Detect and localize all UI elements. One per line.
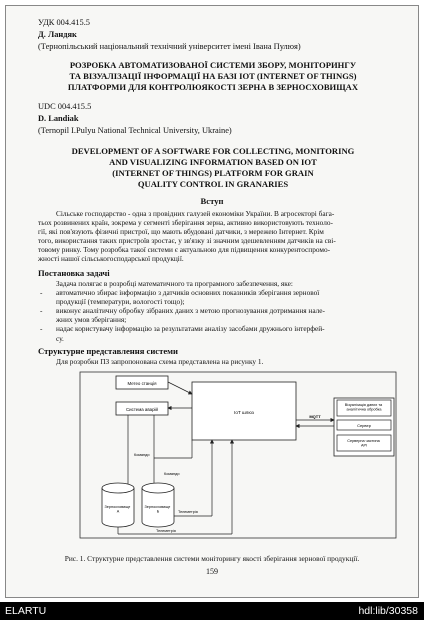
system-structure-diagram — [6, 368, 418, 548]
intro-line: Сільське господарство - одна з провідних галузей економіки України. В агросекторі багa- — [56, 209, 335, 218]
affiliation-en: (Ternopil I.Pulyu National Technical University, Ukraine) — [38, 126, 232, 135]
handle-link[interactable]: hdl:lib/30358 — [358, 605, 418, 617]
intro-line: товому ринку. Тому розробка такої системи є актуальною для підвищення конкурентоспромо- — [38, 245, 331, 255]
weather-station-label: Метео станція — [127, 381, 157, 386]
intro-line: гії, які пов'язують фізичні пристрої, що мають вбудовані датчики, з мережею Інтернет. Крім — [38, 227, 324, 237]
bullet-mark: - — [40, 306, 43, 316]
intro-line: тьох розвинених країн, зокрема у сегменті зберігання зерна, активно використовують техноло- — [38, 218, 333, 228]
title-ua-line-1: РОЗРОБКА АВТОМАТИЗОВАНОЇ СИСТЕМИ ЗБОРУ, МОНІТОРИНГУ — [69, 60, 357, 70]
telemetry-label-1: Телеметрія — [178, 510, 198, 514]
affiliation-ua: (Тернопільський національний технічний університет імені Івана Пулюя) — [38, 42, 301, 51]
task-heading: Постановка задачі — [38, 268, 110, 278]
structure-intro — [38, 357, 390, 366]
storage-a-top — [102, 483, 134, 493]
storage-a — [102, 483, 134, 527]
storage-b-label-part: Зерносховище — [144, 505, 171, 509]
visualization-label — [345, 403, 383, 412]
commands-label-1: Команди — [134, 453, 150, 457]
storage-b — [142, 483, 174, 527]
telemetry-label-2: Телеметрія — [156, 529, 176, 533]
bullet-mark: - — [40, 324, 43, 334]
intro-heading: Вступ — [200, 196, 224, 206]
task-line: надає користувачу інформацію за результатами аналізу засобами дружнього інтерфей- — [56, 324, 325, 334]
api-label-part: API — [360, 443, 368, 448]
structure-heading: Структурне представлення системи — [38, 346, 178, 356]
storage-b-top — [142, 483, 174, 493]
title-ua-line-3: ПЛАТФОРМИ ДЛЯ КОНТРОЛЮЯКОСТІ ЗЕРНА В ЗЕРНОСХОВИЩАХ — [67, 82, 359, 92]
udc-en: UDC 004.415.5 — [38, 102, 92, 111]
author-en: D. Landiak — [38, 114, 79, 123]
repository-name: ELARTU — [5, 605, 47, 617]
server-label: Сервер — [357, 423, 371, 428]
task-bullet-1 — [38, 288, 390, 297]
figure-caption: Рис. 1. Структурне представлення системи моніторингу якості зберігання зернової продукції. — [64, 554, 360, 563]
title-en-line-2: AND VISUALIZING INFORMATION BASED ON IOT — [109, 157, 317, 167]
task-line: продукції (температури, вологості тощо); — [56, 297, 185, 307]
task-line: Задача полягає в розробці математичного та програмного забезпечення, яке: — [56, 279, 293, 288]
iot-gateway-label: IoT шлюз — [234, 410, 254, 415]
author-ua: Д. Ландяк — [38, 30, 77, 39]
task-line: су. — [56, 333, 64, 343]
storage-a-label-part: А — [116, 509, 120, 514]
title-en-line-3: (INTERNET OF THINGS) PLATFORM FOR GRAIN — [112, 168, 314, 178]
bullet-mark: - — [40, 288, 43, 298]
title-en-line-4: QUALITY CONTROL IN GRANARIES — [137, 179, 289, 189]
storage-a-label-part: Зерносховище — [104, 505, 131, 509]
commands-label-2: Команди — [164, 472, 180, 476]
title-en-line-1: DEVELOPMENT OF A SOFTWARE FOR COLLECTING, MONITORING — [71, 146, 355, 156]
task-bullet-3 — [38, 324, 390, 333]
task-paragraph — [38, 279, 390, 343]
paper-page — [5, 5, 419, 598]
task-bullet-2 — [38, 306, 390, 315]
api-label-part: Серверна частина — [347, 439, 380, 443]
storage-b-label-part: Б — [156, 509, 160, 514]
intro-line: того, використання таких пристроїв зростає, у зв'язку зі значним здешевленням датчиків на сві- — [38, 236, 336, 246]
intro-line: жності нашої сільськогосподарської продукції. — [38, 254, 184, 264]
task-line: автоматично збирає інформацію з датчиків основних показників зберігання зернової — [56, 288, 320, 298]
alarm-system-label: Система аварій — [126, 407, 158, 412]
task-line: виконує аналітичну обробку зібраних даних з метою прогнозування дотримання нале- — [56, 306, 325, 316]
visualization-label-part: Візуалізація даних та — [344, 403, 383, 407]
weather-to-hub-arrow — [168, 382, 192, 394]
footer-bar — [0, 602, 424, 620]
title-ua-line-2: ТА ВІЗУАЛІЗАЦІЇ ІНФОРМАЦІЇ НА БАЗІ IOT (INTERNET OF THINGS) — [69, 71, 357, 81]
intro-paragraph — [38, 209, 390, 264]
udc-ua: УДК 004.415.5 — [38, 18, 90, 27]
page-number: 159 — [206, 567, 218, 576]
structure-intro-line: Для розробки ПЗ запропонована схема представлена на рисунку 1. — [56, 357, 264, 366]
mqtt-label: MQTT — [309, 414, 321, 419]
task-line: жних умов зберігання; — [56, 315, 127, 325]
visualization-label-part: аналітична обробка — [346, 407, 382, 412]
